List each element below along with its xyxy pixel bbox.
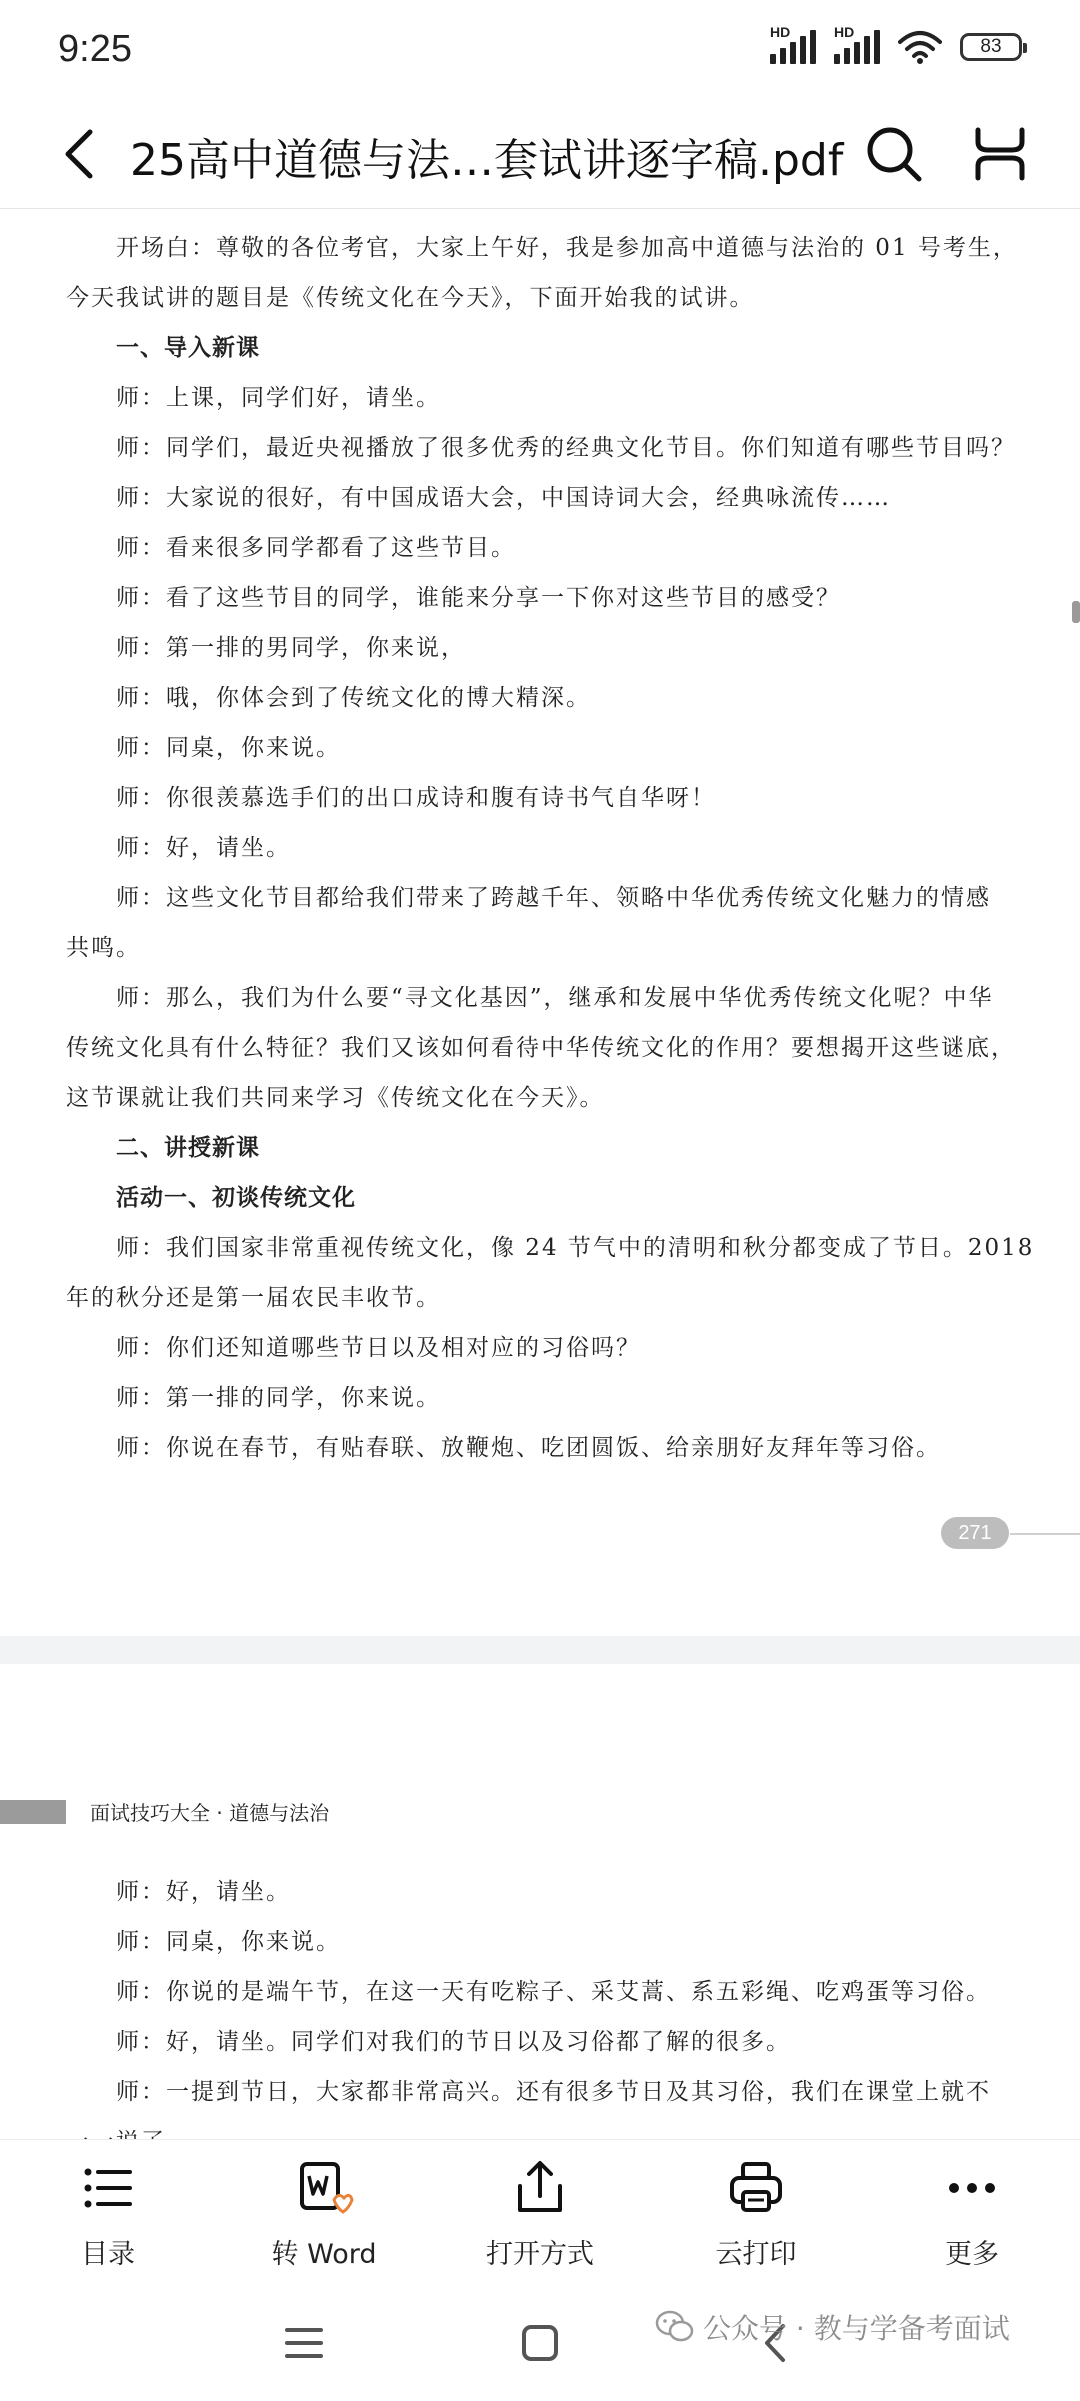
- text-line: 师：好，请坐。: [116, 835, 291, 861]
- toolbar-more-button[interactable]: [882, 2158, 1062, 2271]
- text-line: 师：大家说的很好，有中国成语大会，中国诗词大会，经典咏流传……: [116, 485, 891, 511]
- signal-icon-sim1: [770, 24, 816, 64]
- text-line: 师：看了这些节目的同学，谁能来分享一下你对这些节目的感受？: [116, 585, 841, 611]
- status-bar: [0, 0, 1080, 100]
- wifi-icon: [898, 30, 942, 64]
- battery-level: 83: [980, 36, 1002, 57]
- battery-indicator: [960, 33, 1022, 61]
- text-line: 师：这些文化节目都给我们带来了跨越千年、领略中华优秀传统文化魅力的情感: [116, 885, 991, 911]
- text-line: 师：同桌，你来说。: [116, 735, 341, 761]
- signal-icon-sim2: [834, 24, 880, 64]
- scroll-handle[interactable]: [1072, 601, 1080, 623]
- bottom-toolbar: [0, 2139, 1080, 2280]
- text-line: 师：那么，我们为什么要“寻文化基因”，继承和发展中华优秀传统文化呢？中华: [116, 985, 994, 1011]
- text-line: 师：看来很多同学都看了这些节目。: [116, 535, 516, 561]
- text-line: 年的秋分还是第一届农民丰收节。: [66, 1285, 441, 1311]
- more-icon: [942, 2158, 1002, 2218]
- toolbar-contents-button[interactable]: [18, 2158, 198, 2271]
- text-line: 师：一提到节日，大家都非常高兴。还有很多节日及其习俗，我们在课堂上就不: [116, 2079, 991, 2105]
- toolbar-to-word-button[interactable]: [234, 2158, 414, 2271]
- page-number-badge[interactable]: 271: [941, 1517, 1009, 1549]
- back-arrow-icon[interactable]: [52, 124, 112, 184]
- section-heading: 二、讲授新课: [116, 1135, 260, 1161]
- app-bar: [0, 100, 1080, 209]
- section-heading: 一、导入新课: [116, 335, 260, 361]
- text-line: 共鸣。: [66, 935, 141, 961]
- text-line: 师：同桌，你来说。: [116, 1929, 341, 1955]
- pdf-viewer[interactable]: [0, 209, 1080, 2139]
- text-line: 师：第一排的同学，你来说。: [116, 1385, 441, 1411]
- text-line: 师：你们还知道哪些节日以及相对应的习俗吗？: [116, 1335, 641, 1361]
- document-title: 25高中道德与法…套试讲逐字稿.pdf: [130, 135, 844, 186]
- hd-badge: HD: [834, 24, 855, 40]
- toolbar-cloud-print-button[interactable]: [666, 2158, 846, 2271]
- toolbar-label: 打开方式: [486, 2239, 594, 2270]
- text-line: 开场白：尊敬的各位考官，大家上午好，我是参加高中道德与法治的 01 号考生，: [116, 235, 1018, 261]
- home-icon[interactable]: [517, 2320, 563, 2366]
- text-line: 师：上课，同学们好，请坐。: [116, 385, 441, 411]
- toolbar-open-with-button[interactable]: [450, 2158, 630, 2271]
- page-scroll-line: [1010, 1533, 1080, 1535]
- text-line: 师：同学们，最近央视播放了很多优秀的经典文化节目。你们知道有哪些节目吗？: [116, 435, 1016, 461]
- page-header-bar: [0, 1800, 66, 1824]
- text-line: 传统文化具有什么特征？我们又该如何看待中华传统文化的作用？要想揭开这些谜底，: [66, 1035, 1016, 1061]
- search-icon[interactable]: [862, 122, 926, 186]
- text-line: 师：好，请坐。: [116, 1879, 291, 1905]
- text-line: 师：第一排的男同学，你来说，: [116, 635, 466, 661]
- text-line: 师：你说的是端午节，在这一天有吃粽子、采艾蒿、系五彩绳、吃鸡蛋等习俗。: [116, 1979, 991, 2005]
- text-line: 师：好，请坐。同学们对我们的节日以及习俗都了解的很多。: [116, 2029, 791, 2055]
- status-icons: [770, 24, 1022, 64]
- text-line: 今天我试讲的题目是《传统文化在今天》，下面开始我的试讲。: [66, 285, 755, 311]
- wechat-icon: [655, 2310, 695, 2344]
- toolbar-label: 转 Word: [271, 2239, 377, 2270]
- share-icon: [510, 2158, 570, 2218]
- text-line: 师：我们国家非常重视传统文化，像 24 节气中的清明和秋分都变成了节日。2018: [116, 1235, 1035, 1261]
- page-separator: [0, 1636, 1080, 1664]
- toolbar-label: 更多: [945, 2239, 999, 2270]
- list-icon: [78, 2158, 138, 2218]
- watermark-text: 公众号 · 教与学备考面试: [703, 2312, 1010, 2345]
- watermark: [655, 2307, 1010, 2347]
- status-time: 9:25: [58, 28, 132, 70]
- text-line: 师：哦，你体会到了传统文化的博大精深。: [116, 685, 591, 711]
- word-convert-icon: [294, 2158, 354, 2218]
- toolbar-label: 目录: [81, 2239, 135, 2270]
- page-header: 面试技巧大全 · 道德与法治: [90, 1801, 330, 1825]
- menu-icon[interactable]: [281, 2320, 327, 2366]
- hd-badge: HD: [770, 24, 791, 40]
- text-line: 这节课就让我们共同来学习《传统文化在今天》。: [66, 1085, 605, 1111]
- printer-icon: [726, 2158, 786, 2218]
- text-line: 师：你很羡慕选手们的出口成诗和腹有诗书气自华呀！: [116, 785, 716, 811]
- text-line: 师：你说在春节，有贴春联、放鞭炮、吃团圆饭、给亲朋好友拜年等习俗。: [116, 1435, 941, 1461]
- reading-mode-icon[interactable]: [968, 122, 1032, 186]
- activity-heading: 活动一、初谈传统文化: [116, 1185, 356, 1211]
- toolbar-label: 云打印: [715, 2239, 797, 2270]
